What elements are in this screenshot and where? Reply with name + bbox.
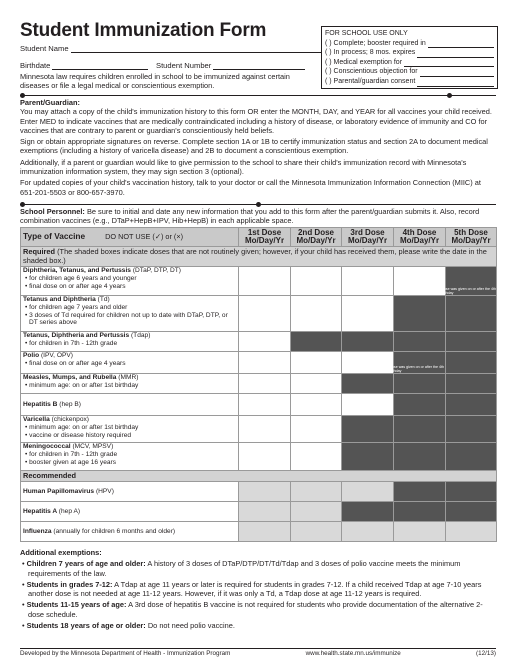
school-use-title: FOR SCHOOL USE ONLY <box>325 30 408 37</box>
dose-cell-shaded[interactable] <box>398 267 497 296</box>
vaccine-row-dtap: Diphtheria, Tetanus, and Pertussis (DTaP, DTP, DT) • for children age 6 years and younger • final dose on or after age 4 years 5th dose not required if 4th dose was given on or after the 4th birthday <box>21 267 497 296</box>
dose-1-header: 1st Dose Mo/Day/Yr <box>239 228 291 247</box>
additional-exemptions-heading: Additional exemptions: <box>20 548 102 557</box>
dose-cell-shaded[interactable] <box>394 482 446 502</box>
dose-cell[interactable] <box>291 482 342 502</box>
divider <box>20 95 496 96</box>
dose-cell[interactable] <box>394 522 446 542</box>
school-use-item[interactable]: ( ) Complete; booster required in <box>325 39 494 49</box>
vaccine-table <box>20 227 497 542</box>
dose-cell-shaded[interactable] <box>342 443 394 471</box>
dose-cell-shaded[interactable] <box>345 352 446 374</box>
list-item: • Students 18 years of age or older: Do not need polio vaccine. <box>22 621 235 631</box>
dose-cell[interactable] <box>239 267 291 296</box>
dose-cell-shaded[interactable] <box>342 416 394 443</box>
dose-cell[interactable] <box>239 416 291 443</box>
dose-cell[interactable] <box>291 443 342 471</box>
law-notice: Minnesota law requires children enrolled in school to be immunized against certain diseases or file a legal medical or conscientious exemption. <box>20 72 290 91</box>
parent-paragraph: You may attach a copy of the child's immunization history to this form OR enter the MONTH, DAY, and YEAR for all vaccines your child received. Enter MED to indicate vaccines that are medically contraindicated including a history of disease, or laboratory evidence of immunity and CO for vaccines that are contrary to parent or guardian's conscientiously held beliefs. <box>20 107 492 135</box>
divider <box>20 204 496 205</box>
school-personnel-note: School Personnel: Be sure to initial and date any new information that you add to this form after the parent/guardian submits it. Also, record combination vaccines (e.g., DTaP+HepB+IPV, Hib+HepB) in each applicable space. <box>20 207 480 226</box>
dose-cell-shaded[interactable] <box>446 394 497 416</box>
school-use-item[interactable]: ( ) Medical exemption for <box>325 58 494 68</box>
vaccine-row-influenza: Influenza (annually for children 6 months and older) <box>21 522 497 542</box>
dtap-note: 5th dose not required if 4th dose was given on or after the 4th birthday <box>398 287 496 295</box>
parent-paragraph: Additionally, if a parent or guardian would like to give permission to the school to share their child's immunization record with Minnesota's immunization information system, they may sign section 3 (optional). <box>20 157 467 177</box>
dose-cell[interactable] <box>239 374 291 394</box>
dose-cell-shaded[interactable] <box>291 332 342 352</box>
page-footer <box>20 648 496 657</box>
type-of-vaccine-header: Type of Vaccine DO NOT USE (✓) or (×) <box>21 228 239 247</box>
vaccine-row-hpv: Human Papillomavirus (HPV) <box>21 482 497 502</box>
dose-cell[interactable] <box>239 443 291 471</box>
parent-heading: Parent/Guardian: <box>20 98 80 107</box>
dose-cell[interactable] <box>291 296 342 332</box>
required-section-row <box>21 247 497 267</box>
footer-url[interactable]: www.health.state.mn.us/immunize <box>305 650 401 657</box>
list-item: • Students 11-15 years of age: A 3rd dose of hepatitis B vaccine is not required for students who provide documentation of the alternative 2-dose schedule. <box>22 600 483 619</box>
dose-cell[interactable] <box>291 416 342 443</box>
school-use-item[interactable]: ( ) Conscientious objection for <box>325 67 494 77</box>
list-item: • Children 7 years of age and older: A history of 3 doses of DTaP/DTP/DT/Td/Tdap and 3 doses of polio vaccine meets the minimum requirements of the law. <box>22 559 461 578</box>
recommended-section-row <box>21 471 497 482</box>
additional-exemptions <box>20 548 496 630</box>
dose-cell[interactable] <box>342 522 394 542</box>
dose-cell[interactable] <box>342 394 394 416</box>
dose-cell-shaded[interactable] <box>446 352 497 374</box>
dose-cell[interactable] <box>342 482 394 502</box>
dose-cell[interactable] <box>291 352 342 374</box>
student-name-label: Student Name <box>20 44 69 53</box>
dose-cell-shaded[interactable] <box>394 443 446 471</box>
dose-cell[interactable] <box>239 502 291 522</box>
dose-cell[interactable] <box>239 352 291 374</box>
dose-cell-shaded[interactable] <box>394 416 446 443</box>
dose-cell-shaded[interactable] <box>394 296 446 332</box>
footer-developer: Developed by the Minnesota Department of Health - Immunization Program <box>20 650 231 657</box>
page-title: Student Immunization Form <box>20 20 267 41</box>
school-use-item[interactable]: ( ) Parental/guardian consent <box>325 77 494 87</box>
dose-cell-shaded[interactable] <box>342 374 394 394</box>
dose-cell-shaded[interactable] <box>342 502 394 522</box>
dose-cell-shaded[interactable] <box>446 332 497 352</box>
dose-cell[interactable] <box>239 394 291 416</box>
dose-cell[interactable] <box>446 522 497 542</box>
vaccine-row-tdap: Tetanus, Diphtheria and Pertussis (Tdap) • for children in 7th - 12th grade <box>21 332 497 352</box>
dose-2-header: 2nd Dose Mo/Day/Yr <box>291 228 342 247</box>
dose-cell[interactable] <box>342 267 394 296</box>
dose-cell[interactable] <box>291 267 342 296</box>
birthdate-label: Birthdate <box>20 61 51 70</box>
dose-cell-shaded[interactable] <box>394 332 446 352</box>
vaccine-row-hepa: Hepatitis A (hep A) <box>21 502 497 522</box>
footer-version: (12/13) <box>476 650 496 657</box>
list-item: • Students in grades 7-12: A Tdap at age 11 years or later is required for students in grades 7-12. If a child received Tdap at age 7-10 years another dose is not needed at age 11-12 years. However, if it was only a Td, a Tdap dose at age 11-12 years is required. <box>22 579 482 599</box>
vaccine-row-varicella: Varicella (chickenpox) • minimum age: on or after 1st birthday • vaccine or disease history required <box>21 416 497 443</box>
birthdate-line[interactable] <box>52 62 148 70</box>
vaccine-row-td: Tetanus and Diphtheria (Td) • for children age 7 years and older • 3 doses of Td required for children not up to date with DTaP, DTP, or DT series above <box>21 296 497 332</box>
dose-cell-shaded[interactable] <box>446 443 497 471</box>
vaccine-row-mmr: Measles, Mumps, and Rubella (MMR) • minimum age: on or after 1st birthday <box>21 374 497 394</box>
student-number-line[interactable] <box>213 62 305 70</box>
dose-cell[interactable] <box>291 522 342 542</box>
dose-cell-shaded[interactable] <box>446 296 497 332</box>
dose-cell-shaded[interactable] <box>446 416 497 443</box>
polio-note: 4th dose not required if 3rd dose was given on or after the 4th birthday <box>345 365 445 373</box>
recommended-section-label: Recommended <box>21 471 497 482</box>
birthdate-field[interactable] <box>20 61 148 70</box>
dose-cell[interactable] <box>239 522 291 542</box>
table-header-row <box>21 228 497 247</box>
dose-cell[interactable] <box>291 374 342 394</box>
student-name-field[interactable] <box>20 44 321 53</box>
parent-paragraph: Sign or obtain appropriate signatures on reverse. Complete section 1A or 1B to certify immunization status and section 2A to document medical exemptions (including a history of varicella disease) and 2B to document a conscientious exemption. <box>20 137 488 156</box>
student-name-line[interactable] <box>71 45 321 53</box>
dose-cell-shaded[interactable] <box>394 394 446 416</box>
vaccine-row-polio: Polio (IPV, OPV) • final dose on or after age 4 years 4th dose not required if 3rd dose was given on or after the 4th birthday <box>21 352 497 374</box>
required-section-label: Required (The shaded boxes indicate doses that are not routinely given; however, if your child has received them, please write the date in the shaded box.) <box>21 247 497 267</box>
student-number-field[interactable] <box>156 61 305 70</box>
dose-cell[interactable] <box>342 296 394 332</box>
dose-cell[interactable] <box>239 482 291 502</box>
dose-cell-shaded[interactable] <box>446 482 497 502</box>
dose-cell[interactable] <box>291 502 342 522</box>
school-heading: School Personnel: <box>20 207 85 216</box>
school-use-item[interactable]: ( ) In process; 8 mos. expires <box>325 48 494 58</box>
dose-cell-shaded[interactable] <box>394 374 446 394</box>
dose-cell[interactable] <box>239 296 291 332</box>
vaccine-row-hepb: Hepatitis B (hep B) <box>21 394 497 416</box>
student-number-label: Student Number <box>156 61 212 70</box>
dose-cell-shaded[interactable] <box>446 502 497 522</box>
vaccine-row-meningococcal: Meningococcal (MCV, MPSV) • for children in 7th - 12th grade • booster given at age 16 years <box>21 443 497 471</box>
parent-section <box>20 98 496 197</box>
dose-cell-shaded[interactable] <box>446 374 497 394</box>
parent-paragraph: For updated copies of your child's vaccination history, talk to your doctor or call the Minnesota Immunization Information Connection (MIIC) at 651-201-5503 or 800-657-3970. <box>20 178 481 197</box>
school-use-box <box>321 26 498 89</box>
dose-cell[interactable] <box>239 332 291 352</box>
dose-4-header: 4th Dose Mo/Day/Yr <box>394 228 446 247</box>
dose-cell-shaded[interactable] <box>342 332 394 352</box>
dose-cell[interactable] <box>291 394 342 416</box>
dose-5-header: 5th Dose Mo/Day/Yr <box>446 228 497 247</box>
dose-3-header: 3rd Dose Mo/Day/Yr <box>342 228 394 247</box>
dose-cell-shaded[interactable] <box>394 502 446 522</box>
